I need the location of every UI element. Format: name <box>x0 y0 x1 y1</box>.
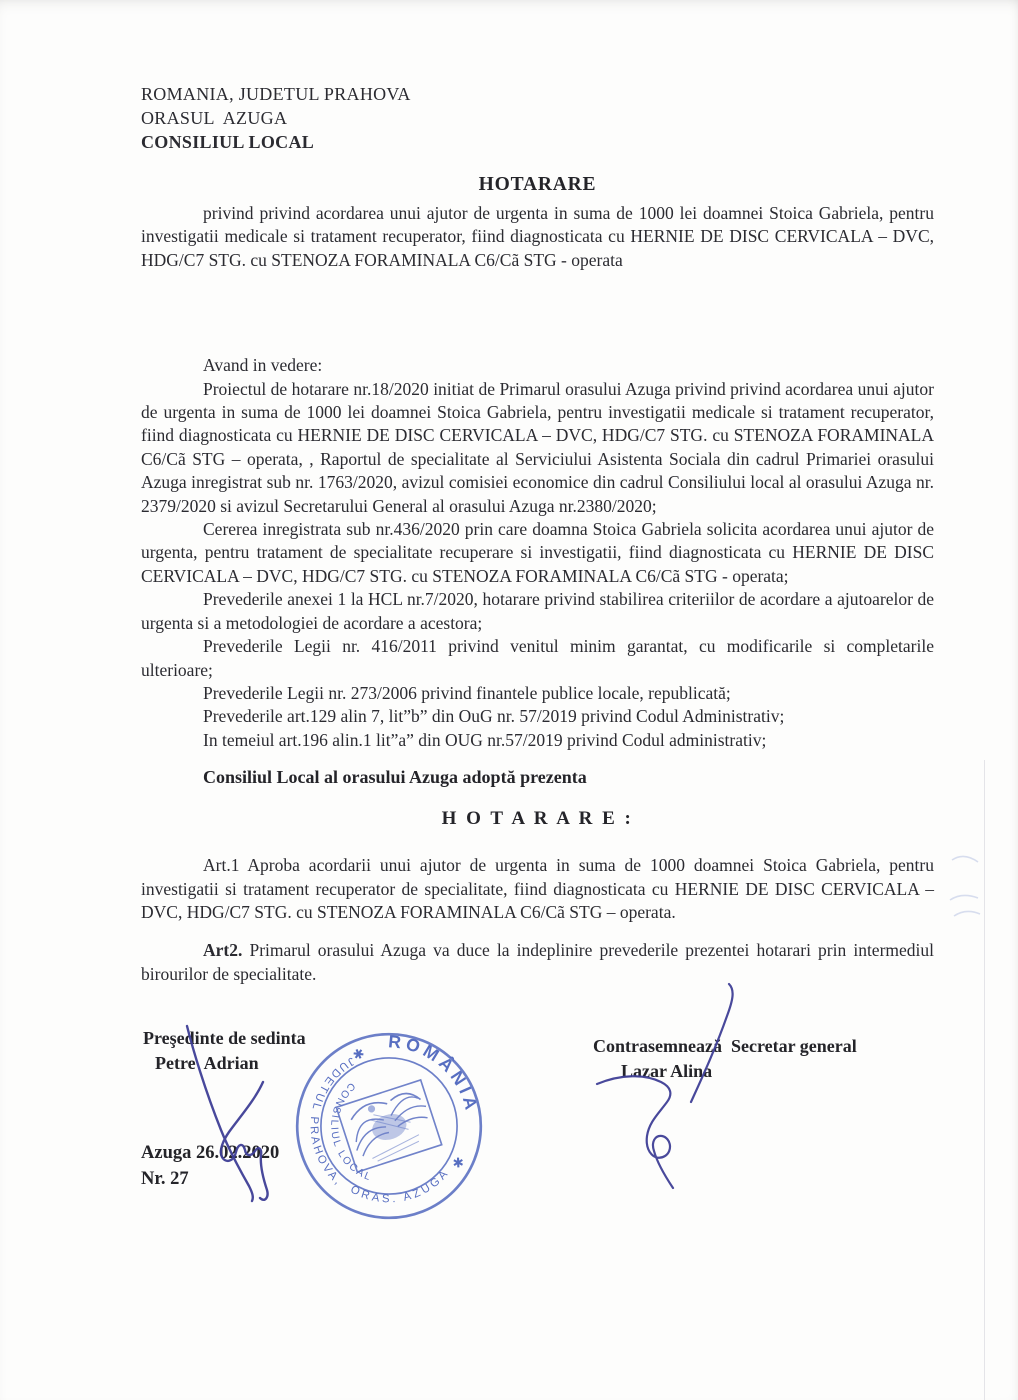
article-1-text: Aproba acordarii unui ajutor de urgenta in suma de 1000 doamnei Stoica Gabriela, pentru investigatii si tratament recuperator de specialitate, fiind diagnosticata cu HERNIE DE DISC CERVICALA – DVC, HDG/C7 STG. cu STENOZA FORAMINALA C6/Cã STG – operata. <box>141 855 934 922</box>
article-1-label: Art.1 <box>203 855 240 876</box>
article-2-text: Primarul orasului Azuga va duce la indeplinire prevederile prezentei hotarari prin intermediul birourilor de specialitate. <box>141 940 935 984</box>
countersign-role: Contrasemnează Secretar general <box>593 1036 857 1057</box>
document-header <box>141 82 934 154</box>
svg-text:ROMÂNIA <box>388 1031 483 1115</box>
having-regard-line: Avand in vedere: <box>203 355 323 376</box>
council-round-stamp <box>291 1028 487 1224</box>
stamp-star-bottom-icon: ✱ <box>448 1153 468 1171</box>
consideration-paragraph: Prevederile Legii nr. 416/2011 privind venitul minim garantat, cu modificarile si completarile ulterioare; <box>141 636 934 680</box>
stamp-star-top-icon: ✱ <box>350 1045 367 1064</box>
president-name: Petre Adrian <box>155 1053 259 1074</box>
document-content <box>141 82 934 1344</box>
consideration-paragraph: In temeiul art.196 alin.1 lit”a” din OUG nr.57/2019 privind Codul administrativ; <box>203 729 767 750</box>
secretary-signature-ink <box>569 976 759 1206</box>
place-date: Azuga 26.02.2020 <box>141 1143 280 1164</box>
stamp-coat-of-arms-icon <box>336 1080 441 1172</box>
president-role: Preşedinte de sedinta <box>143 1028 306 1049</box>
consideration-paragraph: Cererea inregistrata sub nr.436/2020 prin care doamna Stoica Gabriela solicita acordarea unui ajutor de urgenta, pentru tratament de specialitate recuperare si investigatii, fiind diagnosticata cu HERNIE DE DISC CERVICALA – DVC, HDG/C7 STG. cu STENOZA FORAMINALA C6/Cã STG - operata; <box>141 519 934 586</box>
consideration-paragraph: Prevederile anexei 1 la HCL nr.7/2020, hotarare privind stabilirea criteriilor de acordare a ajutoarelor de urgenta si a metodologiei de acordare a acestora; <box>141 589 934 633</box>
scan-smudge-mark <box>944 842 994 932</box>
document-title: HOTARARE <box>478 174 597 195</box>
countersign-name: Lazar Alina <box>621 1061 713 1082</box>
stamp-country-text: ROMÂNIA <box>387 1031 483 1116</box>
stamp-city-text: ORAS. AZUGA <box>348 1166 453 1206</box>
consideration-paragraph: Prevederile art.129 alin 7, lit”b” din OuG nr. 57/2019 privind Codul Administrativ; <box>203 706 785 727</box>
decision-number: Nr. 27 <box>141 1169 189 1190</box>
consideration-paragraph: Proiectul de hotarare nr.18/2020 initiat de Primarul orasului Azuga privind privind acordarea unui ajutor de urgenta in suma de 1000 lei doamnei Stoica Gabriela, pentru investigatii medicale si tratament recuperator, fiind diagnosticata cu HERNIE DE DISC CERVICALA – DVC, HDG/C7 STG. cu STENOZA FORAMINALA C6/Cã STG – operata, , Raportul de specialitate al Serviciului Asistenta Sociala din cadrul Primariei orasului Azuga inregistrat sub nr. 1763/2020, avizul comisiei economice din cadrul Consiliului local al orasului Azuga nr. 2379/2020 si avizul Secretarului General al orasului Azuga nr.2380/2020; <box>141 378 934 516</box>
president-signature-ink <box>159 1020 309 1220</box>
header-city-line: ORASUL AZUGA <box>141 108 288 128</box>
stamp-council-text: CONSILIUL LOCAL <box>328 1080 374 1184</box>
article-2-paragraph <box>141 939 934 986</box>
stamp-county-text: JUDETUL PRAHOVA, <box>307 1054 357 1189</box>
decision-heading: H O T A R A R E : <box>441 808 634 830</box>
article-1-paragraph <box>141 854 934 924</box>
header-council-line: CONSILIUL LOCAL <box>141 132 315 152</box>
consideration-paragraph: Prevederile Legii nr. 273/2006 privind finantele publice locale, republicată; <box>203 682 731 703</box>
header-county-line: ROMANIA, JUDETUL PRAHOVA <box>141 84 411 104</box>
signature-area <box>141 1014 934 1344</box>
preamble-paragraph: privind privind acordarea unui ajutor de urgenta in suma de 1000 lei doamnei Stoica Gabriela, pentru investigatii medicale si tratament recuperator, fiind diagnosticata cu HERNIE DE DISC CERVICALA – DVC, HDG/C7 STG. cu STENOZA FORAMINALA C6/Cã STG - operata <box>141 203 934 270</box>
adoption-line: Consiliul Local al orasului Azuga adoptă prezenta <box>203 767 587 788</box>
article-2-label: Art2. <box>203 940 243 961</box>
